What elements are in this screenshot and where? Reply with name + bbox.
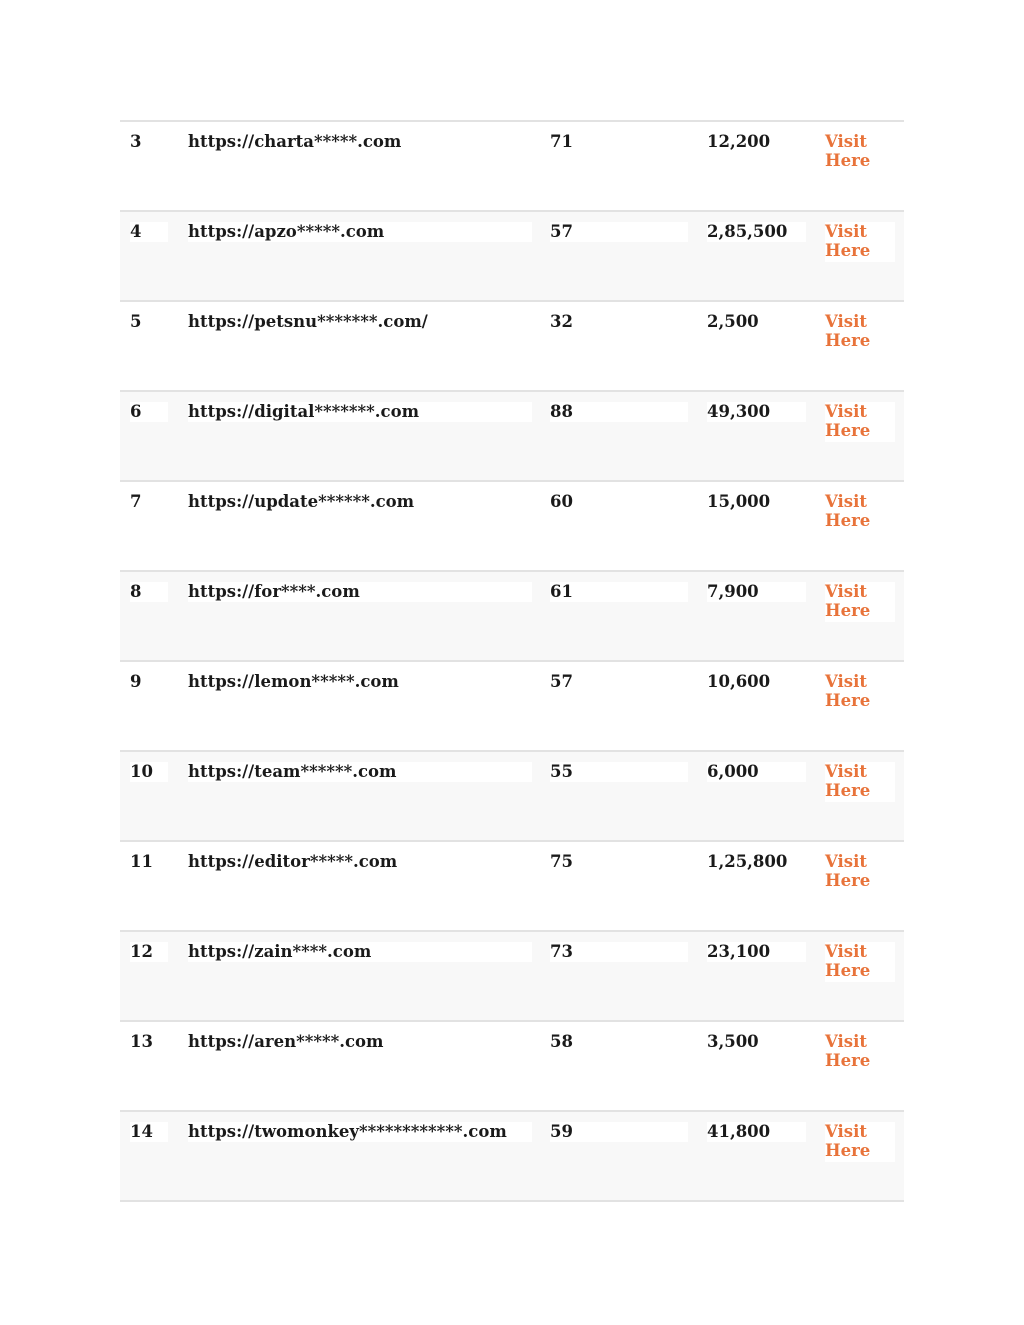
- url-cell: https://lemon*****.com: [188, 672, 399, 691]
- visit-link-line2: Here: [825, 871, 871, 890]
- traffic-cell: 41,800: [707, 1122, 806, 1142]
- visit-link-line2: Here: [825, 961, 871, 980]
- visit-here-link[interactable]: [825, 852, 895, 892]
- da-cell: 61: [550, 582, 688, 602]
- table-row: [120, 212, 904, 302]
- table-row: [120, 932, 904, 1022]
- table-row: [120, 842, 904, 932]
- rank-cell: 5: [130, 312, 142, 331]
- table-row: [120, 122, 904, 212]
- traffic-cell: 12,200: [707, 132, 771, 151]
- traffic-cell: 2,500: [707, 312, 759, 331]
- da-cell: 57: [550, 672, 573, 691]
- traffic-cell: 6,000: [707, 762, 806, 782]
- da-cell: 57: [550, 222, 688, 242]
- rank-cell: 11: [130, 852, 153, 871]
- rank-cell: 13: [130, 1032, 153, 1051]
- visit-link-line1: Visit: [825, 582, 867, 601]
- visit-link-line1: Visit: [825, 672, 867, 691]
- rank-cell: 8: [130, 582, 168, 602]
- traffic-cell: 23,100: [707, 942, 806, 962]
- visit-link-line1: Visit: [825, 132, 867, 151]
- table-row: [120, 1112, 904, 1202]
- url-cell: https://charta*****.com: [188, 132, 402, 151]
- table-row: [120, 752, 904, 842]
- traffic-cell: 1,25,800: [707, 852, 788, 871]
- url-cell: https://for****.com: [188, 582, 532, 602]
- visit-link-line2: Here: [825, 1051, 871, 1070]
- traffic-cell: 15,000: [707, 492, 771, 511]
- url-cell: https://petsnu*******.com/: [188, 312, 428, 331]
- table-row: [120, 392, 904, 482]
- table-row: [120, 302, 904, 392]
- table-row: [120, 572, 904, 662]
- da-cell: 55: [550, 762, 688, 782]
- visit-link-line2: Here: [825, 331, 871, 350]
- traffic-cell: 2,85,500: [707, 222, 806, 242]
- url-cell: https://editor*****.com: [188, 852, 398, 871]
- visit-link-line2: Here: [825, 691, 871, 710]
- visit-here-link[interactable]: [825, 942, 895, 982]
- visit-link-line1: Visit: [825, 492, 867, 511]
- table-row: [120, 662, 904, 752]
- url-cell: https://twomonkey************.com: [188, 1122, 532, 1142]
- visit-link-line1: Visit: [825, 1032, 867, 1051]
- visit-link-line2: Here: [825, 241, 871, 260]
- da-cell: 60: [550, 492, 573, 511]
- rank-cell: 7: [130, 492, 142, 511]
- traffic-cell: 49,300: [707, 402, 806, 422]
- visit-here-link[interactable]: [825, 762, 895, 802]
- visit-here-link[interactable]: [825, 1122, 895, 1162]
- rank-cell: 4: [130, 222, 168, 242]
- visit-link-line1: Visit: [825, 1122, 867, 1141]
- rank-cell: 14: [130, 1122, 168, 1142]
- da-cell: 58: [550, 1032, 573, 1051]
- visit-here-link[interactable]: [825, 402, 895, 442]
- da-cell: 59: [550, 1122, 688, 1142]
- visit-here-link[interactable]: [825, 492, 895, 532]
- visit-link-line1: Visit: [825, 312, 867, 331]
- table-row: [120, 1022, 904, 1112]
- table-row: [120, 482, 904, 572]
- visit-link-line2: Here: [825, 781, 871, 800]
- visit-link-line2: Here: [825, 1141, 871, 1160]
- visit-link-line1: Visit: [825, 852, 867, 871]
- visit-link-line2: Here: [825, 421, 871, 440]
- rank-cell: 6: [130, 402, 168, 422]
- rank-cell: 3: [130, 132, 142, 151]
- visit-here-link[interactable]: [825, 672, 895, 712]
- da-cell: 88: [550, 402, 688, 422]
- da-cell: 73: [550, 942, 688, 962]
- rank-cell: 10: [130, 762, 168, 782]
- traffic-cell: 10,600: [707, 672, 771, 691]
- rank-cell: 12: [130, 942, 168, 962]
- visit-here-link[interactable]: [825, 1032, 895, 1072]
- da-cell: 71: [550, 132, 573, 151]
- visit-here-link[interactable]: [825, 222, 895, 262]
- visit-link-line1: Visit: [825, 942, 867, 961]
- traffic-cell: 7,900: [707, 582, 806, 602]
- visit-link-line1: Visit: [825, 762, 867, 781]
- visit-link-line1: Visit: [825, 402, 867, 421]
- url-cell: https://aren*****.com: [188, 1032, 384, 1051]
- visit-link-line1: Visit: [825, 222, 867, 241]
- url-cell: https://team******.com: [188, 762, 532, 782]
- visit-here-link[interactable]: [825, 132, 895, 172]
- visit-link-line2: Here: [825, 511, 871, 530]
- url-cell: https://apzo*****.com: [188, 222, 532, 242]
- da-cell: 75: [550, 852, 573, 871]
- rank-cell: 9: [130, 672, 142, 691]
- url-cell: https://update******.com: [188, 492, 415, 511]
- visit-link-line2: Here: [825, 151, 871, 170]
- visit-here-link[interactable]: [825, 312, 895, 352]
- traffic-cell: 3,500: [707, 1032, 759, 1051]
- url-cell: https://digital*******.com: [188, 402, 532, 422]
- da-cell: 32: [550, 312, 573, 331]
- visit-here-link[interactable]: [825, 582, 895, 622]
- site-list-table: [120, 120, 904, 1202]
- url-cell: https://zain****.com: [188, 942, 532, 962]
- visit-link-line2: Here: [825, 601, 871, 620]
